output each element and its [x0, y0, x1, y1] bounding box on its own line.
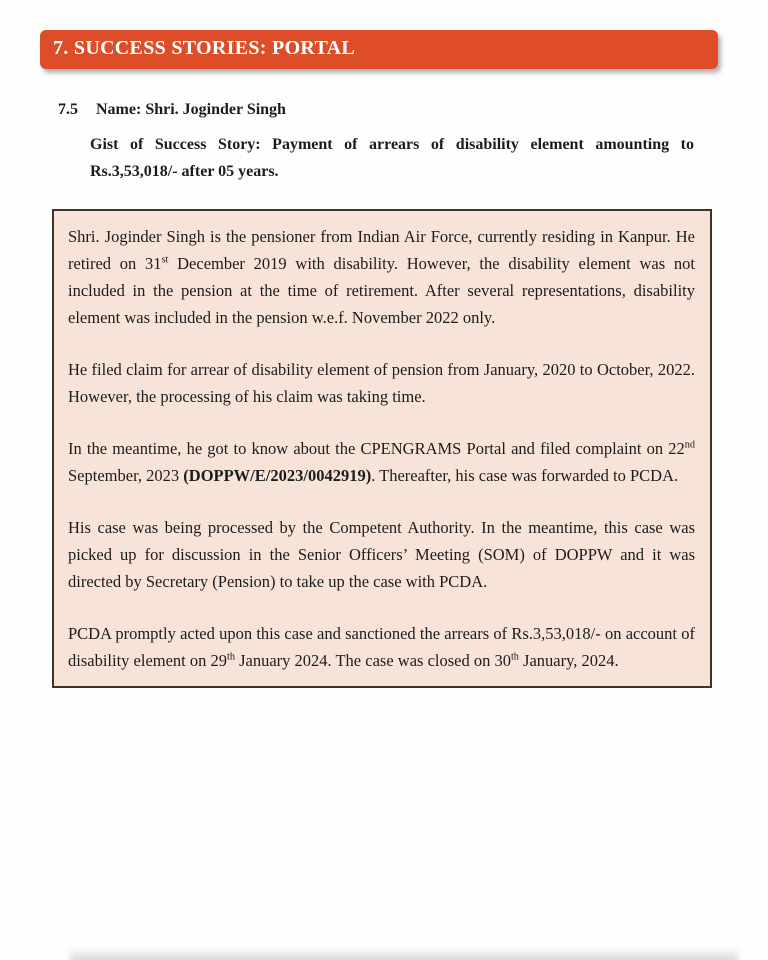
- section-banner: [40, 30, 718, 69]
- story-number: 7.5: [58, 101, 78, 118]
- story-paragraph: In the meantime, he got to know about the CPENGRAMS Portal and filed complaint on 22nd September, 2023 (DOPPW/E/2023/0042919). Thereafter, his case was forwarded to PCDA.: [68, 439, 695, 485]
- story-paragraph: He filed claim for arrear of disability element of pension from January, 2020 to October, 2022. However, the processing of his claim was taking time.: [68, 360, 695, 406]
- story-paragraph: PCDA promptly acted upon this case and sanctioned the arrears of Rs.3,53,018/- on account of disability element on 29th January 2024. The case was closed on 30th January, 2024.: [68, 624, 695, 670]
- success-story-box: [52, 209, 712, 688]
- story-paragraph: Shri. Joginder Singh is the pensioner from Indian Air Force, currently residing in Kanpur. He retired on 31st December 2019 with disability. However, the disability element was not included in the pension at the time of retirement. After several representations, disability element was included in the pension w.e.f. November 2022 only.: [68, 227, 695, 327]
- story-heading: [58, 101, 698, 119]
- story-paragraph: His case was being processed by the Competent Authority. In the meantime, this case was picked up for discussion in the Senior Officers’ Meeting (SOM) of DOPPW and it was directed by Secretary (Pension) to take up the case with PCDA.: [68, 518, 695, 591]
- gist-text: Gist of Success Story: Payment of arrears of disability element amounting to Rs.3,53,018/- after 05 years.: [90, 136, 694, 180]
- scan-edge-shadow: [70, 948, 738, 960]
- section-title: 7. SUCCESS STORIES: PORTAL: [53, 37, 355, 59]
- story-name: Name: Shri. Joginder Singh: [96, 101, 286, 118]
